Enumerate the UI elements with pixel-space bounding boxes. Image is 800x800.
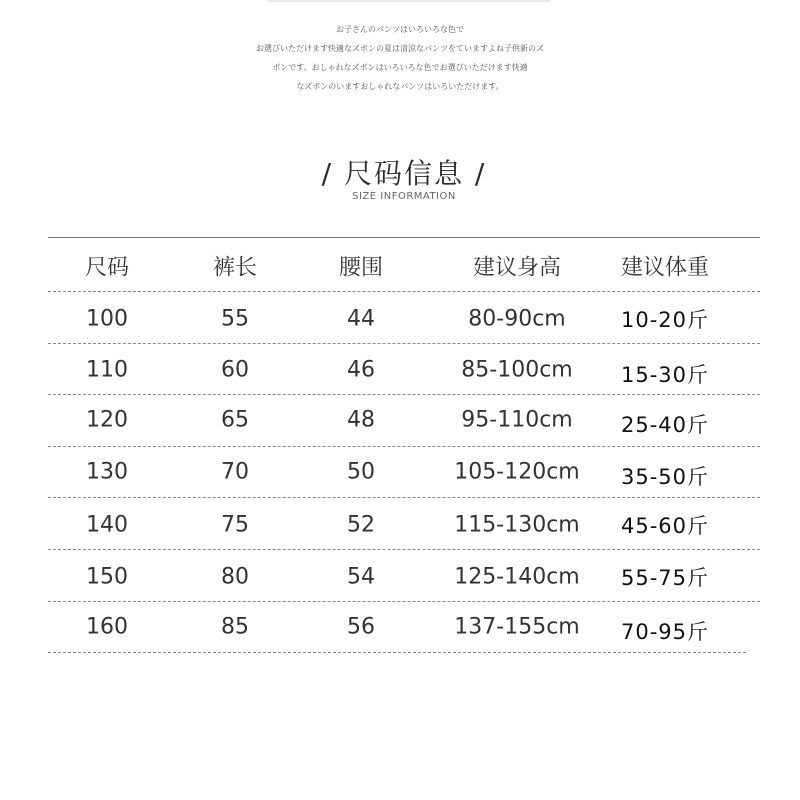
intro-line: お子さんのパンツはいろいろな色で xyxy=(336,25,464,34)
cell-weight: 55-75斤 xyxy=(620,566,710,590)
cell-length: 60 xyxy=(221,357,249,383)
cell-size: 150 xyxy=(86,564,128,590)
cell-length: 75 xyxy=(221,512,249,538)
row-divider xyxy=(48,394,760,395)
page-title: / 尺码信息 / xyxy=(321,157,487,190)
cell-length: 80 xyxy=(221,564,249,590)
cell-waist: 56 xyxy=(347,614,375,640)
row-divider xyxy=(48,601,760,602)
page-subtitle: SIZE INFORMATION xyxy=(352,191,456,202)
cell-height: 85-100cm xyxy=(461,357,573,383)
cell-waist: 46 xyxy=(347,357,375,383)
cell-weight: 15-30斤 xyxy=(620,363,710,387)
cell-size: 130 xyxy=(86,459,128,485)
cell-length: 85 xyxy=(221,614,249,640)
cell-waist: 44 xyxy=(347,306,375,332)
cell-waist: 54 xyxy=(347,564,375,590)
cell-length: 70 xyxy=(221,459,249,485)
intro-line: なズボンのいますおしゃれなパンツはいろいただけます。 xyxy=(296,82,504,91)
intro-line: ボンです。おしゃれなズボンはいろいろな色でお選びいただけます快適 xyxy=(272,63,528,72)
cell-weight: 45-60斤 xyxy=(620,514,710,538)
header-height: 建议身高 xyxy=(472,255,562,281)
intro-text xyxy=(200,20,600,96)
cell-length: 65 xyxy=(221,407,249,433)
table-top-rule xyxy=(48,237,760,238)
cell-height: 115-130cm xyxy=(454,512,580,538)
cell-size: 120 xyxy=(86,407,128,433)
cell-waist: 50 xyxy=(347,459,375,485)
row-divider xyxy=(48,291,760,292)
cell-height: 95-110cm xyxy=(461,407,573,433)
cell-size: 110 xyxy=(86,357,128,383)
cell-height: 137-155cm xyxy=(454,614,580,640)
cell-size: 160 xyxy=(86,614,128,640)
row-divider xyxy=(48,446,760,447)
header-weight: 建议体重 xyxy=(620,255,710,281)
cell-length: 55 xyxy=(221,306,249,332)
cell-waist: 48 xyxy=(347,407,375,433)
row-divider xyxy=(48,549,760,550)
cell-height: 125-140cm xyxy=(454,564,580,590)
cell-waist: 52 xyxy=(347,512,375,538)
cell-size: 140 xyxy=(86,512,128,538)
header-waist: 腰围 xyxy=(338,255,384,281)
cell-height: 80-90cm xyxy=(468,306,566,332)
row-divider xyxy=(48,652,746,653)
row-divider xyxy=(48,343,760,344)
header-size: 尺码 xyxy=(84,255,130,281)
header-length: 裤长 xyxy=(212,255,258,281)
cell-weight: 35-50斤 xyxy=(620,465,710,489)
cell-weight: 70-95斤 xyxy=(620,620,710,644)
cell-weight: 10-20斤 xyxy=(620,308,710,332)
cell-weight: 25-40斤 xyxy=(620,413,710,437)
top-decorative-strip xyxy=(268,0,550,2)
cell-height: 105-120cm xyxy=(454,459,580,485)
row-divider xyxy=(48,497,760,498)
intro-line: お選びいただけます快適なズボンの夏は清涼なパンツをていますよね子供新のズ xyxy=(256,44,544,53)
cell-size: 100 xyxy=(86,306,128,332)
